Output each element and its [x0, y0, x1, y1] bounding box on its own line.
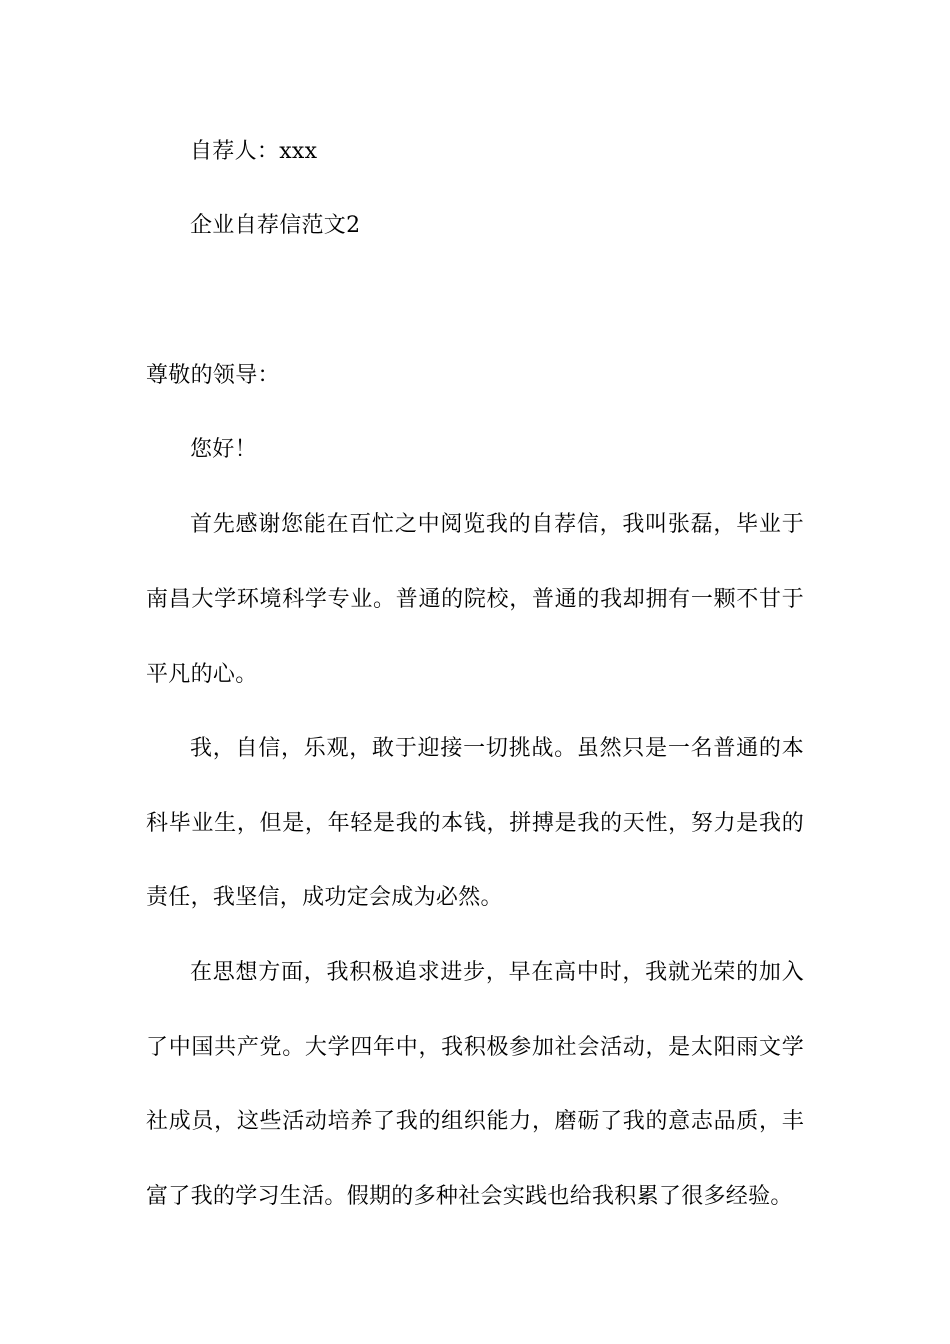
paragraph-2-line-1: 我，自信，乐观，敢于迎接一切挑战。虽然只是一名普通的本 — [190, 736, 804, 761]
signature-line: 自荐人：xxx — [190, 139, 318, 164]
paragraph-1-line-2: 南昌大学环境科学专业。普通的院校，普通的我却拥有一颗不甘于 — [146, 587, 804, 612]
paragraph-1-line-3: 平凡的心。 — [146, 662, 258, 687]
paragraph-3-line-1: 在思想方面，我积极追求进步，早在高中时，我就光荣的加入 — [190, 960, 804, 985]
paragraph-3-line-3: 社成员，这些活动培养了我的组织能力，磨砺了我的意志品质，丰 — [146, 1109, 804, 1134]
paragraph-2-line-2: 科毕业生，但是，年轻是我的本钱，拼搏是我的天性，努力是我的 — [146, 811, 804, 836]
paragraph-3-line-2: 了中国共产党。大学四年中，我积极参加社会活动，是太阳雨文学 — [146, 1035, 804, 1060]
section-title: 企业自荐信范文2 — [190, 213, 361, 238]
paragraph-1-line-1: 首先感谢您能在百忙之中阅览我的自荐信，我叫张磊，毕业于 — [190, 512, 804, 537]
greeting: 您好！ — [190, 437, 257, 462]
paragraph-3-line-4: 富了我的学习生活。假期的多种社会实践也给我积累了很多经验。 — [146, 1184, 793, 1209]
paragraph-2-line-3: 责任，我坚信，成功定会成为必然。 — [146, 885, 503, 910]
salutation: 尊敬的领导： — [146, 363, 280, 388]
